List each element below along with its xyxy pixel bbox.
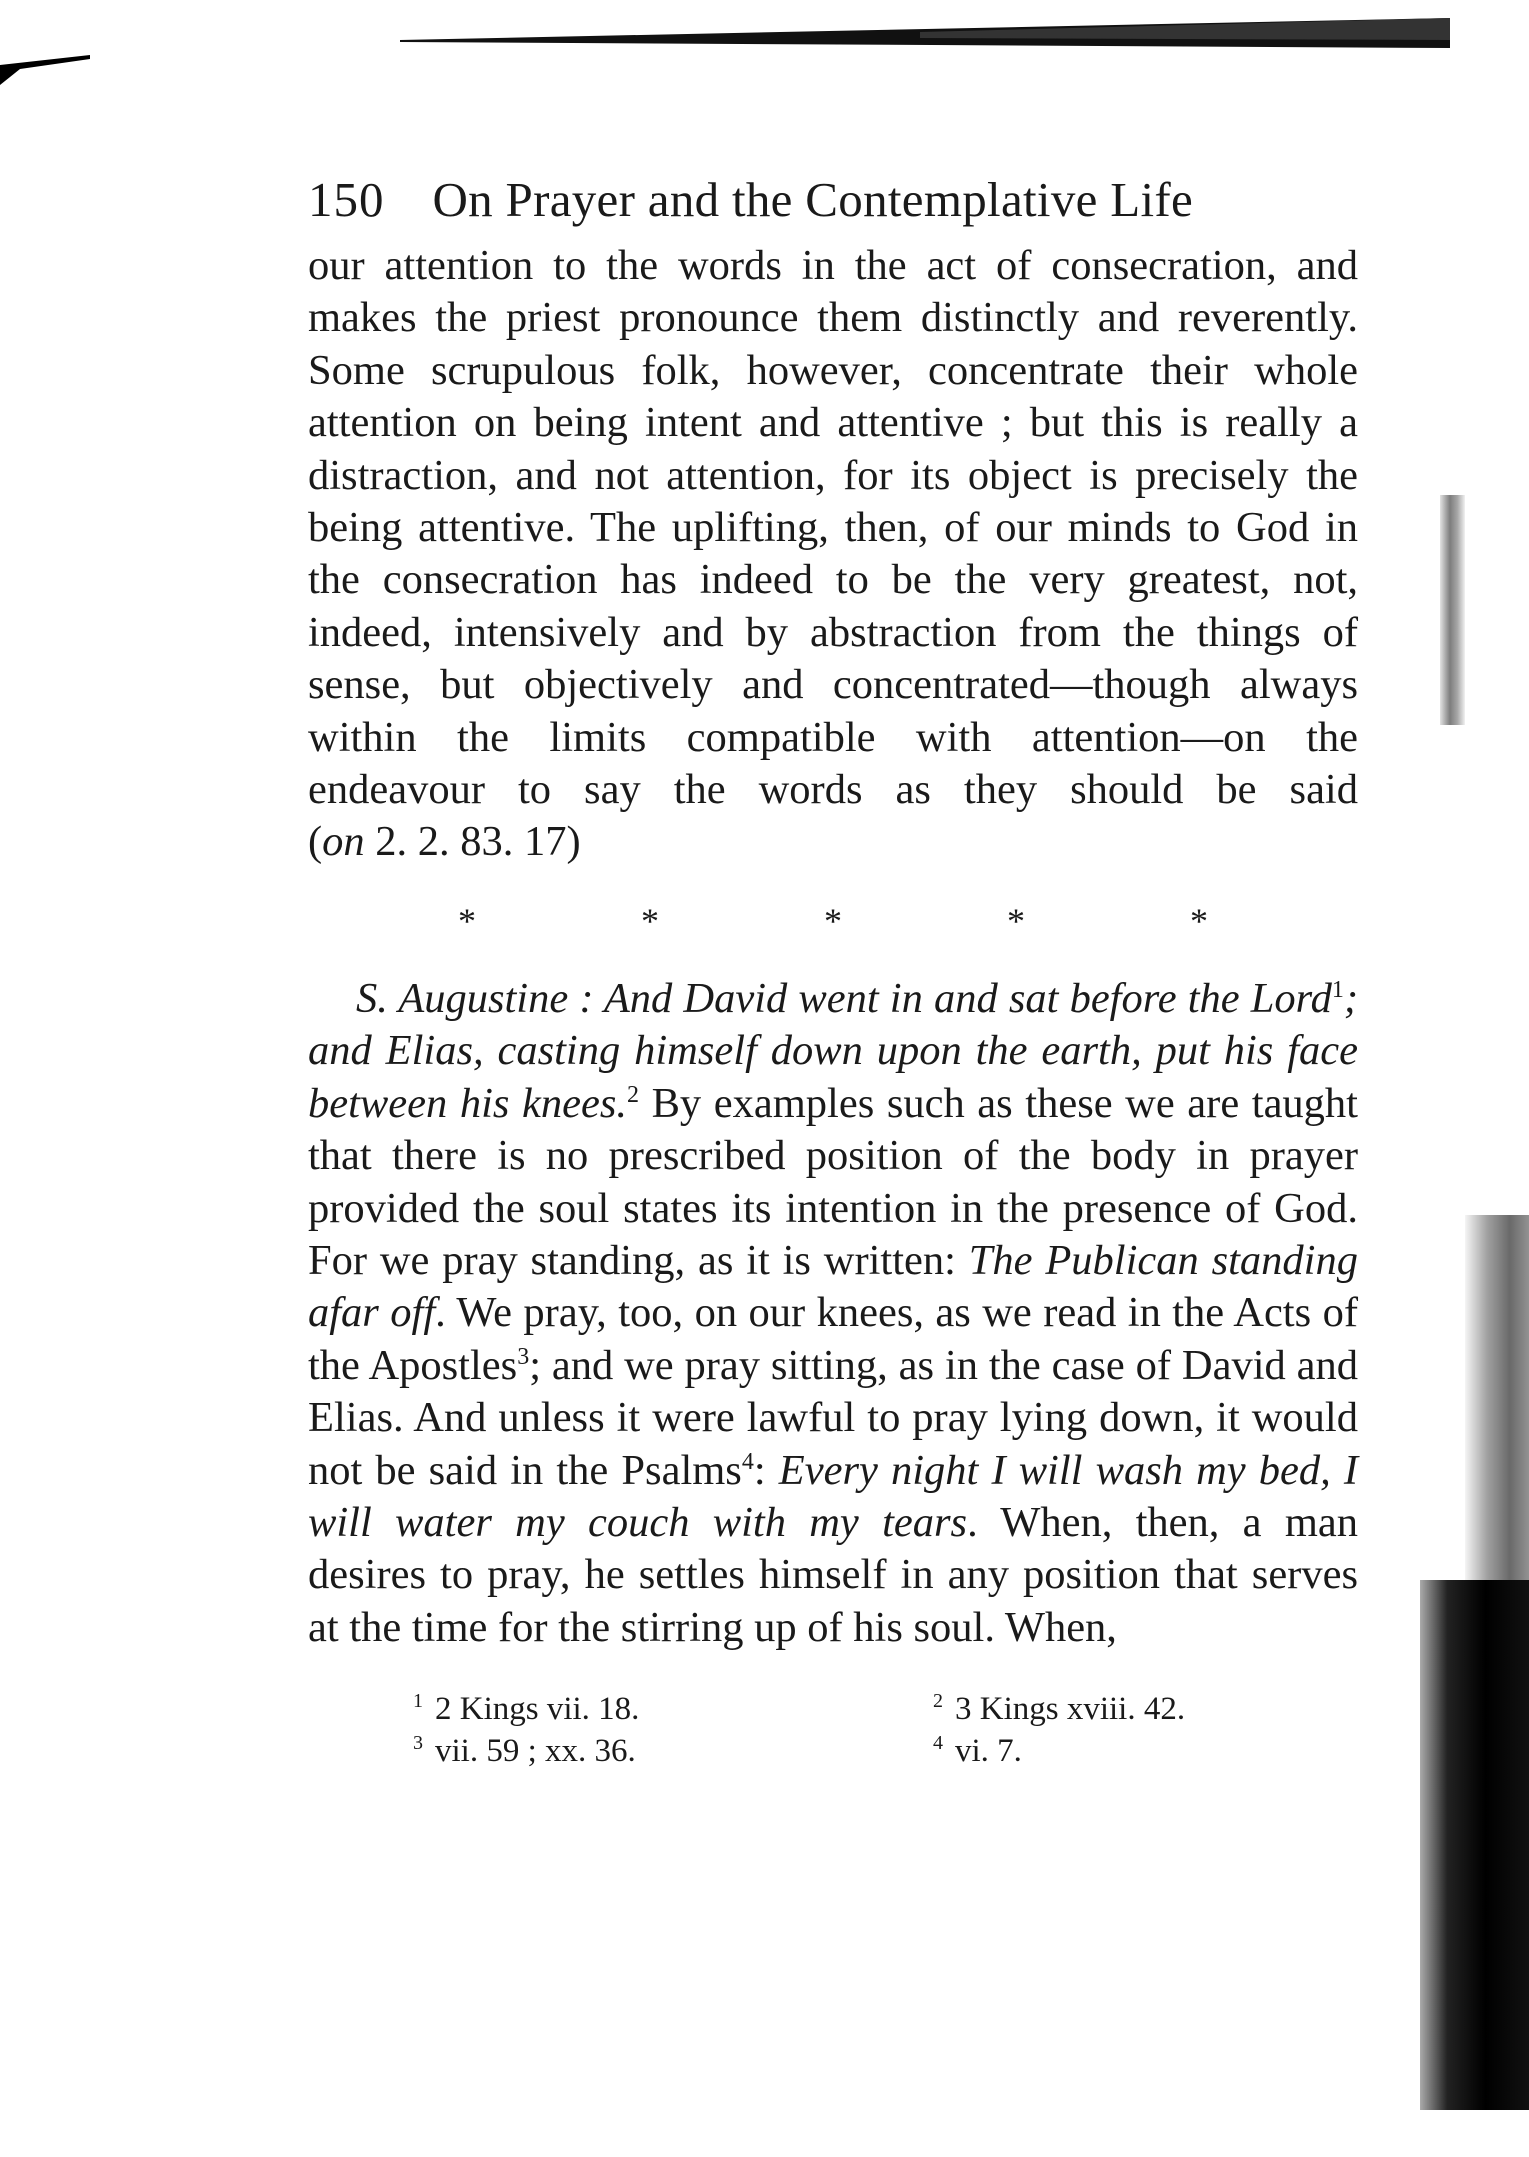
augustine-paragraph: [308, 973, 1358, 1654]
footnote-ref: 4: [741, 1448, 754, 1475]
footnote: [933, 1688, 1233, 1730]
scripture-quote: And David went in and sat before the Lord: [593, 974, 1332, 1022]
running-header: [308, 160, 1358, 240]
speaker: S. Augustine :: [356, 974, 594, 1022]
separator-star: *: [641, 900, 659, 941]
separator-star: *: [1007, 900, 1025, 941]
separator-star: *: [458, 900, 476, 941]
section-separator: [458, 901, 1208, 941]
scan-corner-mark: [0, 55, 90, 85]
footnote: [413, 1730, 933, 1772]
separator-star: *: [1190, 900, 1208, 941]
footnotes: [413, 1688, 1233, 1772]
scripture-quote: ; and Elias, casting himself down upon the earth, put his face between his knees.: [308, 974, 1358, 1127]
footnote-number: 3: [413, 1732, 423, 1755]
footnote-text: 2 Kings vii. 18.: [435, 1691, 640, 1728]
citation: (on 2. 2. 83. 17): [308, 818, 581, 866]
footnote-number: 4: [933, 1732, 943, 1755]
paragraph-text: ; and we pray sitting, as in the case of David and Elias. And unless it were lawful to pray lying down, it would not be said in the Psalms: [308, 1341, 1359, 1494]
paragraph-continued: [308, 240, 1358, 869]
book-page: [308, 160, 1358, 1772]
scan-top-edge: [400, 18, 1450, 48]
citation-prefix: on: [322, 818, 365, 866]
main-text: [308, 240, 1358, 1654]
footnote-text: 3 Kings xviii. 42.: [955, 1691, 1186, 1728]
scan-edge-shadow: [1420, 1580, 1529, 2110]
paragraph-text: By examples such as these we are taught that there is no prescribed position of the body in prayer provided the soul states its intention in the presence of God. For we pray standing, as it is written:: [308, 1079, 1358, 1284]
footnote: [933, 1730, 1233, 1772]
footnote: [413, 1688, 933, 1730]
footnote-ref: 1: [1331, 976, 1344, 1003]
scripture-quote: The Publican standing afar off: [308, 1236, 1358, 1337]
footnote-text: vi. 7.: [955, 1733, 1022, 1770]
paragraph-text: . When, then, a man desires to pray, he settles himself in any position that serves at the time for the stirring up of his soul. When,: [308, 1498, 1358, 1651]
paragraph-text: our attention to the words in the act of consecration, and makes the priest pronounce them distinctly and reverently. Some scrupulous folk, however, concentrate their whole attention on being intent and attentive ; but this is really a distraction, and not attention, for its object is precisely the being attentive. The uplifting, then, of our minds to God in the consecration has indeed to be the very greatest, not, indeed, intensively and by abstraction from the things of sense, but objectively and concentrated—though always within the limits compatible with attention—on the endeavour to say the words as they should be said: [308, 242, 1358, 814]
separator-star: *: [824, 900, 842, 941]
paragraph-text: :: [753, 1446, 779, 1494]
citation-number: 2. 2. 83. 17): [364, 818, 581, 866]
footnote-number: 2: [933, 1690, 943, 1713]
running-title: On Prayer and the Contemplative Life: [432, 172, 1194, 227]
scan-edge-shadow: [1440, 495, 1465, 725]
footnote-number: 1: [413, 1690, 423, 1713]
page-number: 150: [308, 172, 385, 227]
scripture-quote: Every night I will wash my bed, I will water my couch with my tears: [308, 1446, 1359, 1546]
footnote-ref: 2: [627, 1081, 639, 1108]
footnote-text: vii. 59 ; xx. 36.: [435, 1733, 636, 1770]
paragraph-text: . We pray, too, on our knees, as we read in the Acts of the Apostles: [308, 1289, 1358, 1389]
footnote-ref: 3: [517, 1343, 530, 1370]
